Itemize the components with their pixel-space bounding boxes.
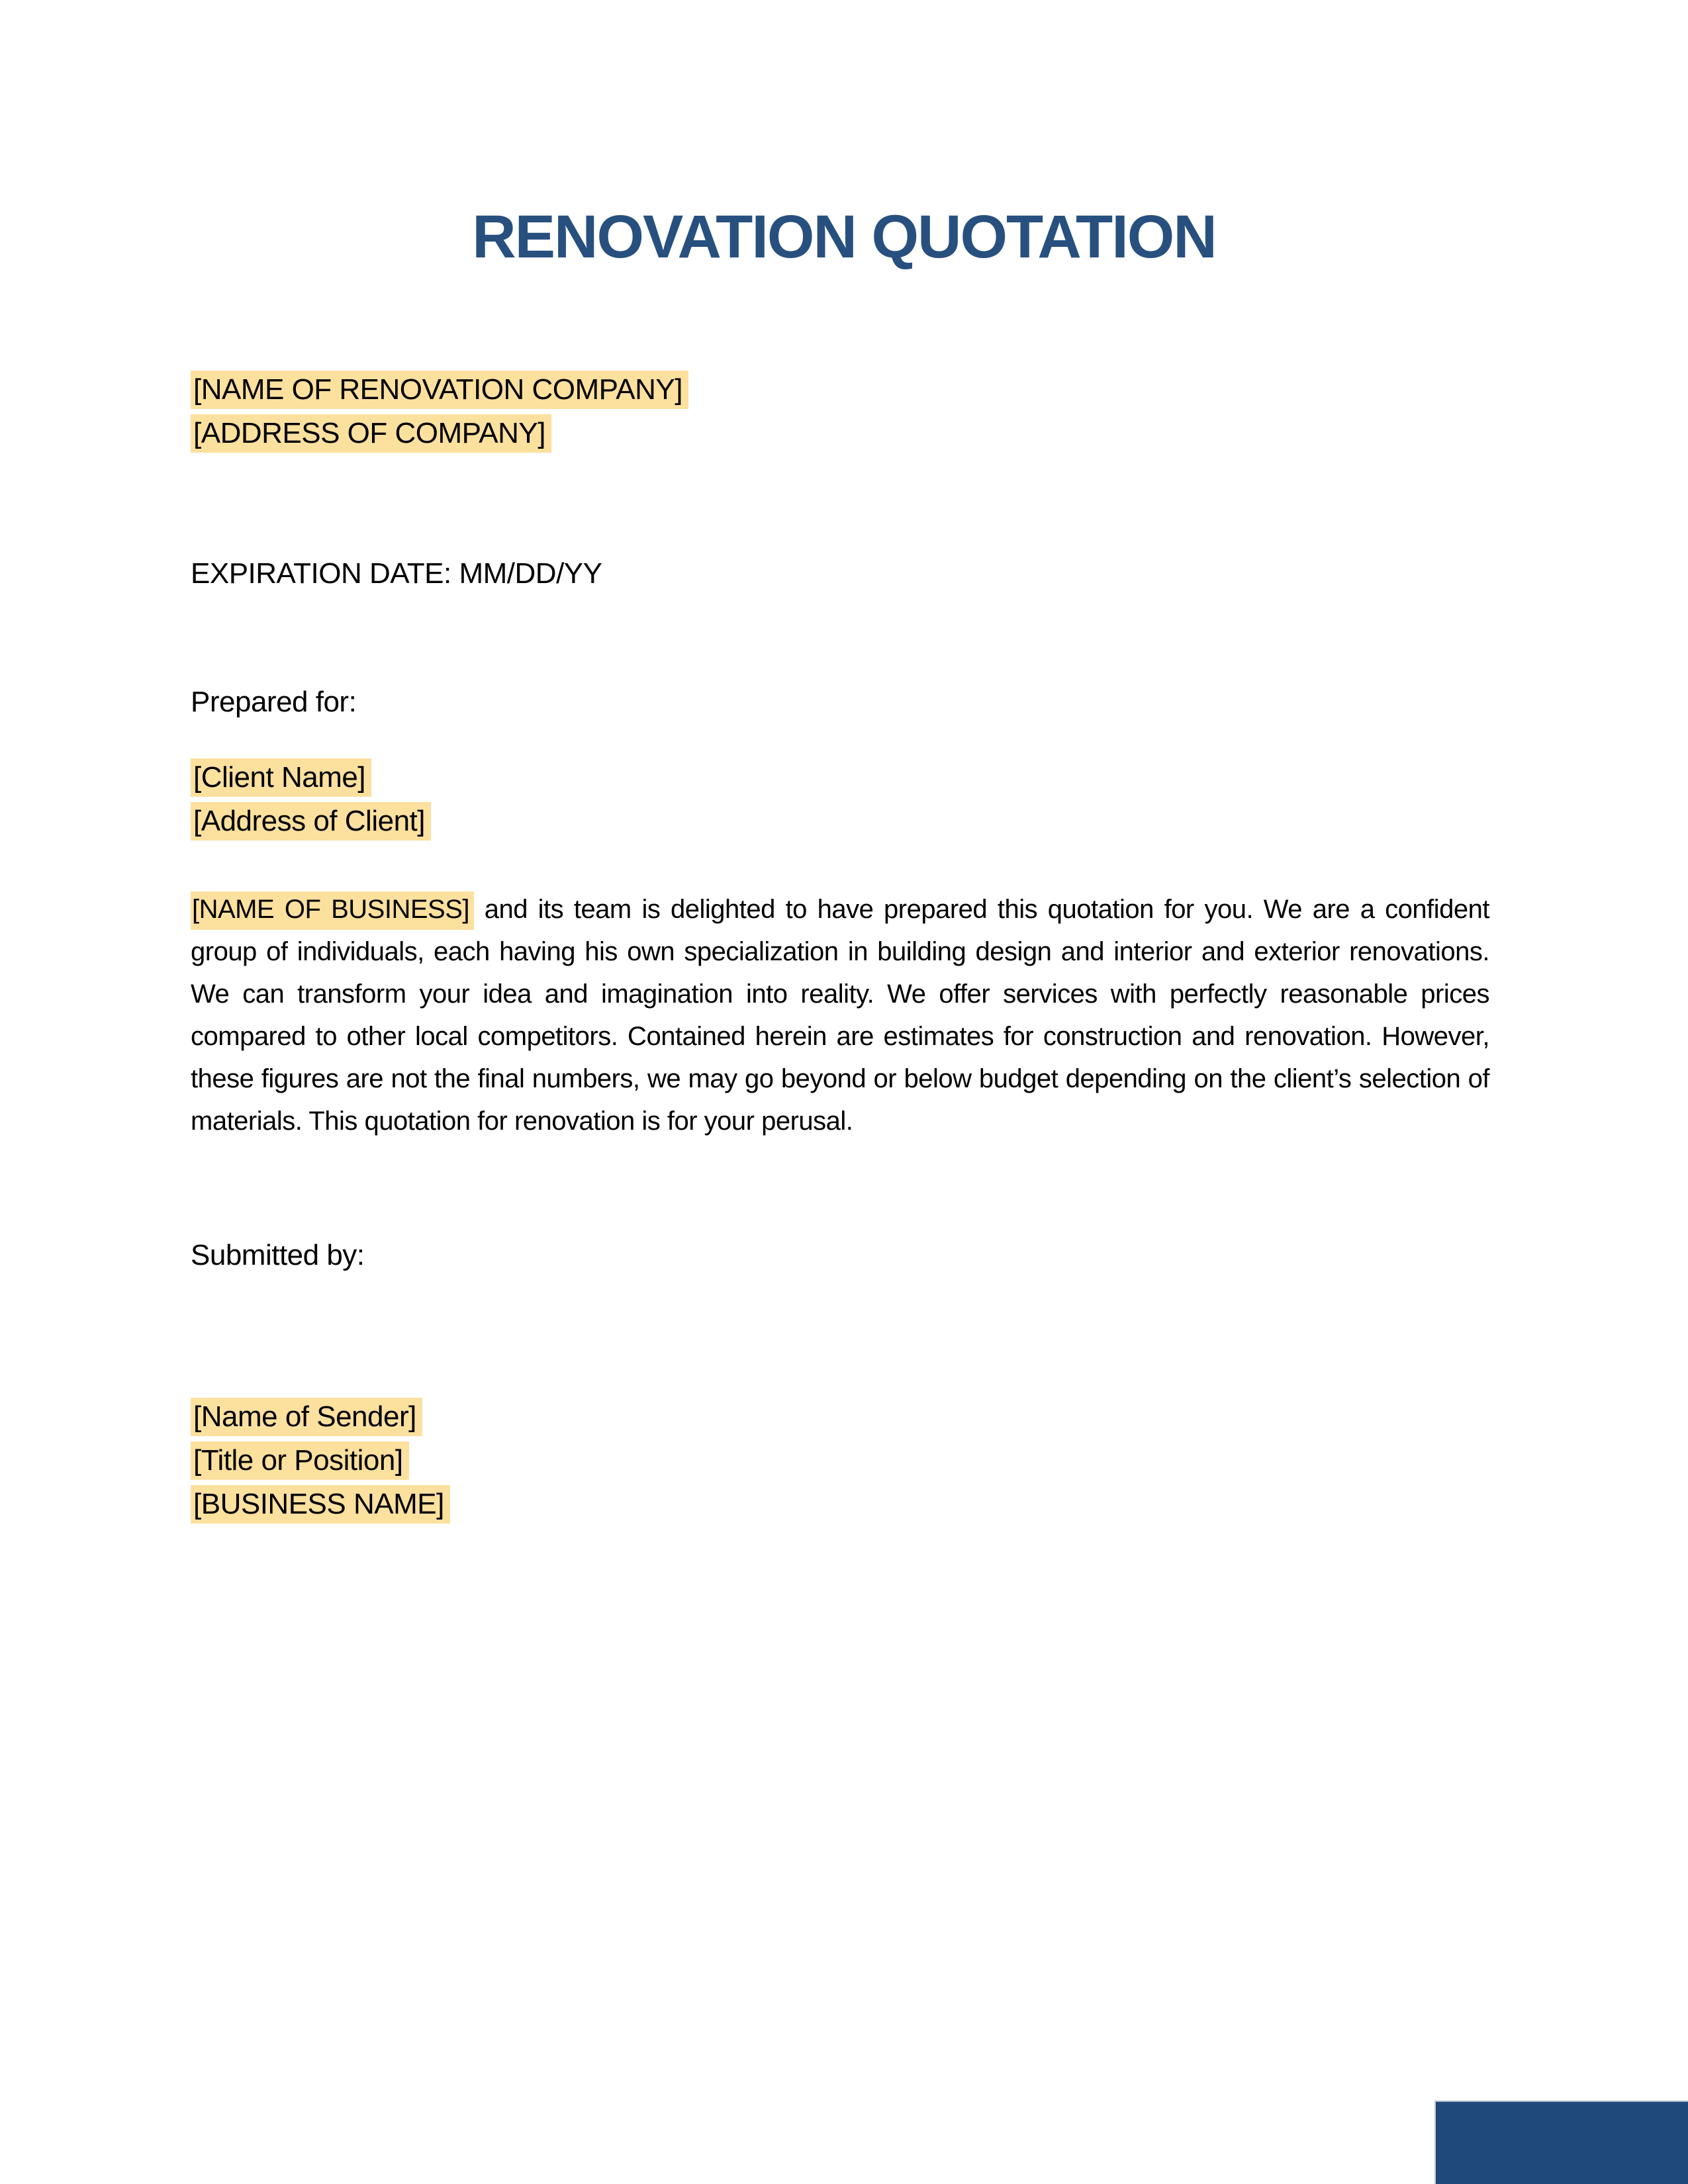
expiration-date-line: EXPIRATION DATE: MM/DD/YY (191, 557, 602, 590)
sender-title-placeholder[interactable]: [Title or Position] (191, 1441, 409, 1480)
client-address-placeholder[interactable]: [Address of Client] (191, 802, 431, 841)
company-address-placeholder[interactable]: [ADDRESS OF COMPANY] (191, 414, 551, 453)
submitted-by-label: Submitted by: (191, 1239, 365, 1271)
business-name-placeholder[interactable]: [NAME OF BUSINESS] (191, 891, 474, 930)
document-title: RENOVATION QUOTATION (472, 203, 1216, 271)
intro-body-text: and its team is delighted to have prepared this quotation for you. We are a confident group of individuals, each having his own specialization in building design and interior and exterior renovations. We can transform your idea and imagination into reality. We offer services with perfectly reasonable prices compared to other local competitors. Contained herein are estimates for construction and renovation. However, these figures are not the final numbers, we may go beyond or below budget depending on the client’s selection of materials. This quotation for renovation is for your perusal. (191, 895, 1489, 1136)
company-block (191, 371, 688, 458)
sender-business-placeholder[interactable]: [BUSINESS NAME] (191, 1485, 450, 1524)
page-corner-accent (1434, 2101, 1688, 2184)
company-name-placeholder[interactable]: [NAME OF RENOVATION COMPANY] (191, 371, 688, 409)
sender-block (191, 1398, 450, 1529)
client-name-placeholder[interactable]: [Client Name] (191, 758, 371, 797)
client-block (191, 758, 431, 846)
sender-name-placeholder[interactable]: [Name of Sender] (191, 1398, 422, 1436)
intro-paragraph (191, 888, 1489, 1142)
prepared-for-label: Prepared for: (191, 686, 357, 718)
